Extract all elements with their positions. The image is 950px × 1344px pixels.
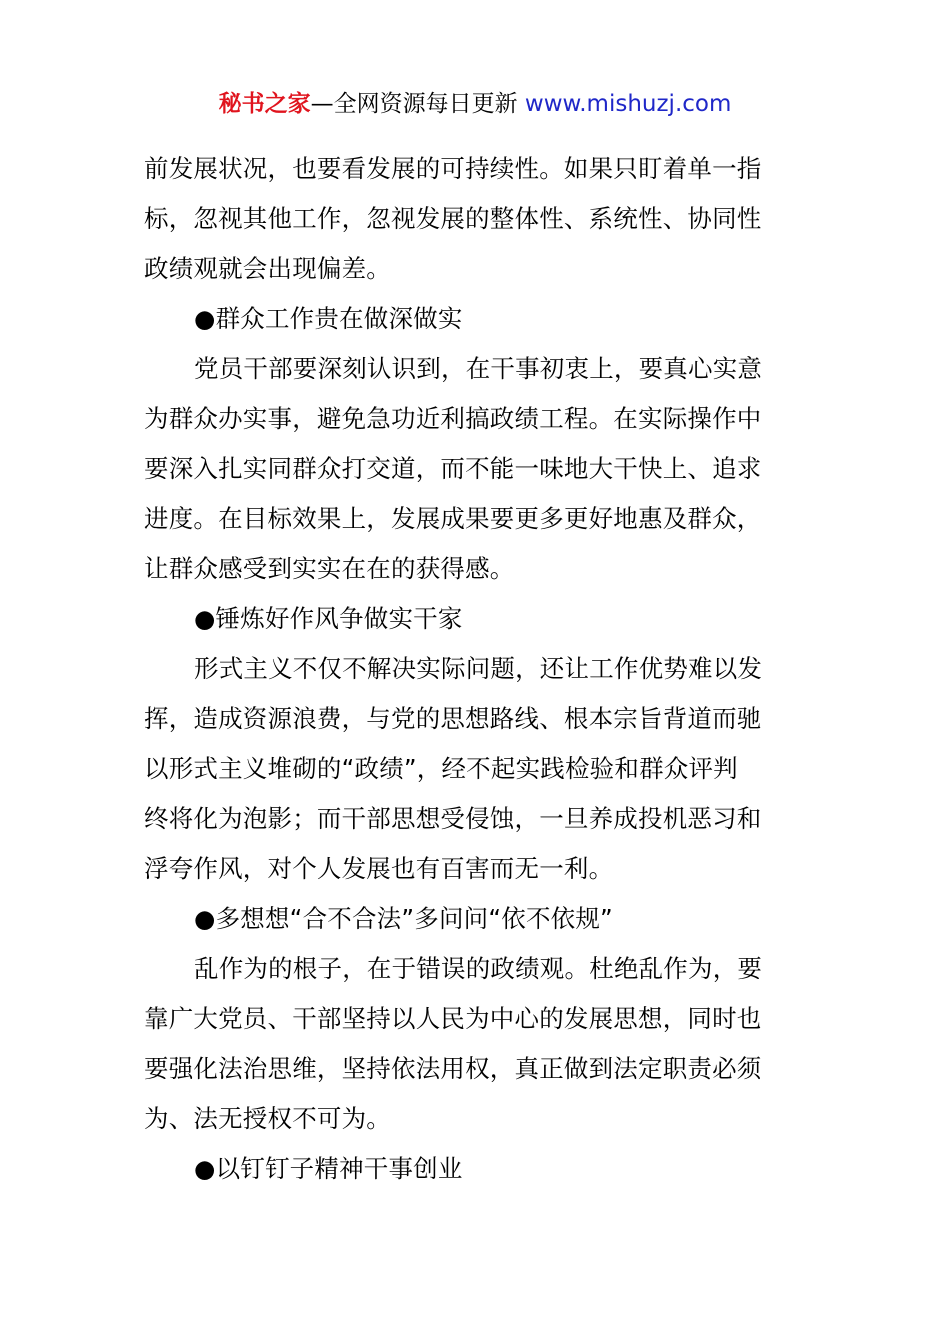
section-heading: ●锤炼好作风争做实干家 (194, 604, 463, 633)
section-heading: ●以钉钉子精神干事创业 (194, 1154, 463, 1183)
header-tagline: —全网资源每日更新 (310, 91, 518, 117)
paragraph-line: 标，忽视其他工作，忽视发展的整体性、系统性、协同性 (144, 204, 762, 233)
paragraph-line: 终将化为泡影；而干部思想受侵蚀，一旦养成投机恶习和 (144, 804, 762, 833)
paragraph-line: 让群众感受到实实在在的获得感。 (144, 554, 515, 583)
page-header (0, 86, 950, 122)
paragraph-line: 形式主义不仅不解决实际问题，还让工作优势难以发 (194, 654, 763, 683)
paragraph-line: 靠广大党员、干部坚持以人民为中心的发展思想，同时也 (144, 1004, 762, 1033)
paragraph-line: 乱作为的根子，在于错误的政绩观。杜绝乱作为，要 (194, 954, 763, 983)
paragraph-line: 要强化法治思维，坚持依法用权，真正做到法定职责必须 (144, 1054, 762, 1083)
paragraph-line: 政绩观就会出现偏差。 (144, 254, 391, 283)
paragraph-line: 前发展状况，也要看发展的可持续性。如果只盯着单一指 (144, 154, 762, 183)
paragraph-line: 进度。在目标效果上，发展成果要更多更好地惠及群众， (144, 504, 762, 533)
paragraph-line: 以形式主义堆砌的“政绩”，经不起实践检验和群众评判 (144, 754, 738, 783)
site-url-link[interactable]: www.mishuzj.com (524, 91, 732, 117)
paragraph-line: 为、法无授权不可为。 (144, 1104, 391, 1133)
brand-name: 秘书之家 (218, 91, 311, 117)
paragraph-line: 挥，造成资源浪费，与党的思想路线、根本宗旨背道而驰 (144, 704, 762, 733)
document-body (144, 144, 808, 1194)
paragraph-line: 为群众办实事，避免急功近利搞政绩工程。在实际操作中 (144, 404, 762, 433)
paragraph-line: 党员干部要深刻认识到，在干事初衷上，要真心实意 (194, 354, 763, 383)
section-heading: ●群众工作贵在做深做实 (194, 304, 463, 333)
paragraph-line: 要深入扎实同群众打交道，而不能一味地大干快上、追求 (144, 454, 762, 483)
section-heading: ●多想想“合不合法”多问问“依不依规” (194, 904, 613, 933)
paragraph-line: 浮夸作风，对个人发展也有百害而无一利。 (144, 854, 614, 883)
